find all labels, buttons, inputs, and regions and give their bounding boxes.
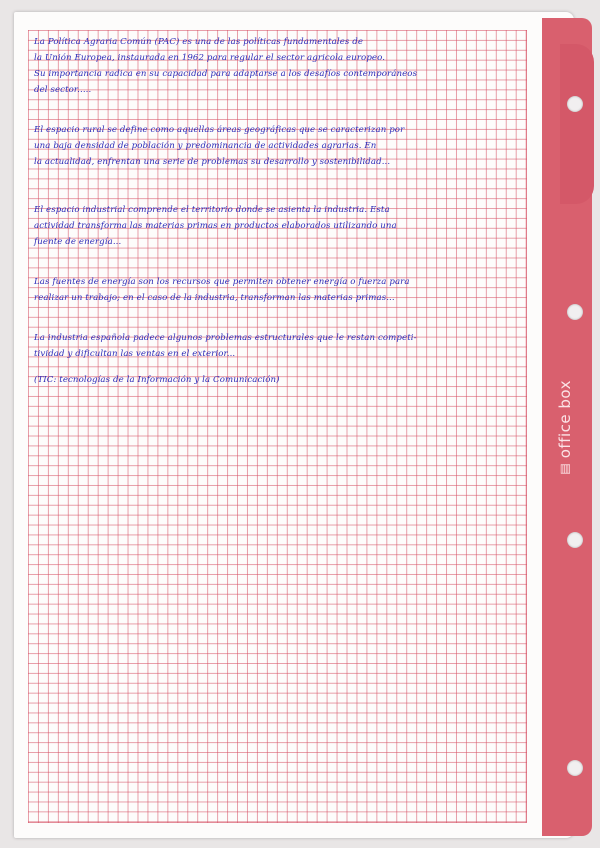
note-line: realizar un trabajo; en el caso de la industria, transforman las materias primas... <box>34 293 395 303</box>
note-line: La Política Agraria Común (PAC) es una de las políticas fundamentales de <box>34 37 364 47</box>
box-icon: ▤ <box>558 463 572 475</box>
note-line: (TIC: tecnologías de la Información y la Comunicación) <box>34 375 280 385</box>
note-line: una baja densidad de población y predominancia de actividades agrarias. En <box>34 141 377 151</box>
paragraph-problems <box>34 330 520 362</box>
brand-logo <box>552 380 578 500</box>
note-line: la actualidad, enfrentan una serie de problemas su desarrollo y sostenibilidad... <box>34 157 391 167</box>
paragraph-tic <box>34 372 520 388</box>
note-line: actividad transforma las materias primas en productos elaborados utilizando una <box>34 221 397 231</box>
binder-tab <box>560 44 594 204</box>
brand-name: office box <box>556 380 574 459</box>
punch-hole <box>567 532 583 548</box>
paragraph-industrial <box>34 202 520 250</box>
note-line: El espacio rural se define como aquellas áreas geográficas que se caracterizan por <box>34 125 405 135</box>
note-line: La industria española padece algunos problemas estructurales que le restan competi- <box>34 333 417 343</box>
punch-hole <box>567 304 583 320</box>
note-line: El espacio industrial comprende el territorio donde se asienta la industria. Esta <box>34 205 390 215</box>
note-line: fuente de energía... <box>34 237 122 247</box>
handwritten-notes <box>34 34 520 388</box>
paragraph-energy <box>34 274 520 306</box>
note-line: tividad y dificultan las ventas en el exterior... <box>34 349 236 359</box>
punch-hole <box>567 96 583 112</box>
paragraph-rural <box>34 122 520 170</box>
punch-hole <box>567 760 583 776</box>
note-line: Las fuentes de energía son los recursos que permiten obtener energía o fuerza para <box>34 277 410 287</box>
paragraph-pac <box>34 34 520 98</box>
note-line: Su importancia radica en su capacidad para adaptarse a los desafíos contemporáneos <box>34 69 418 79</box>
note-line: del sector..... <box>34 85 92 95</box>
note-line: la Unión Europea, instaurada en 1962 para regular el sector agricola europeo. <box>34 53 386 63</box>
